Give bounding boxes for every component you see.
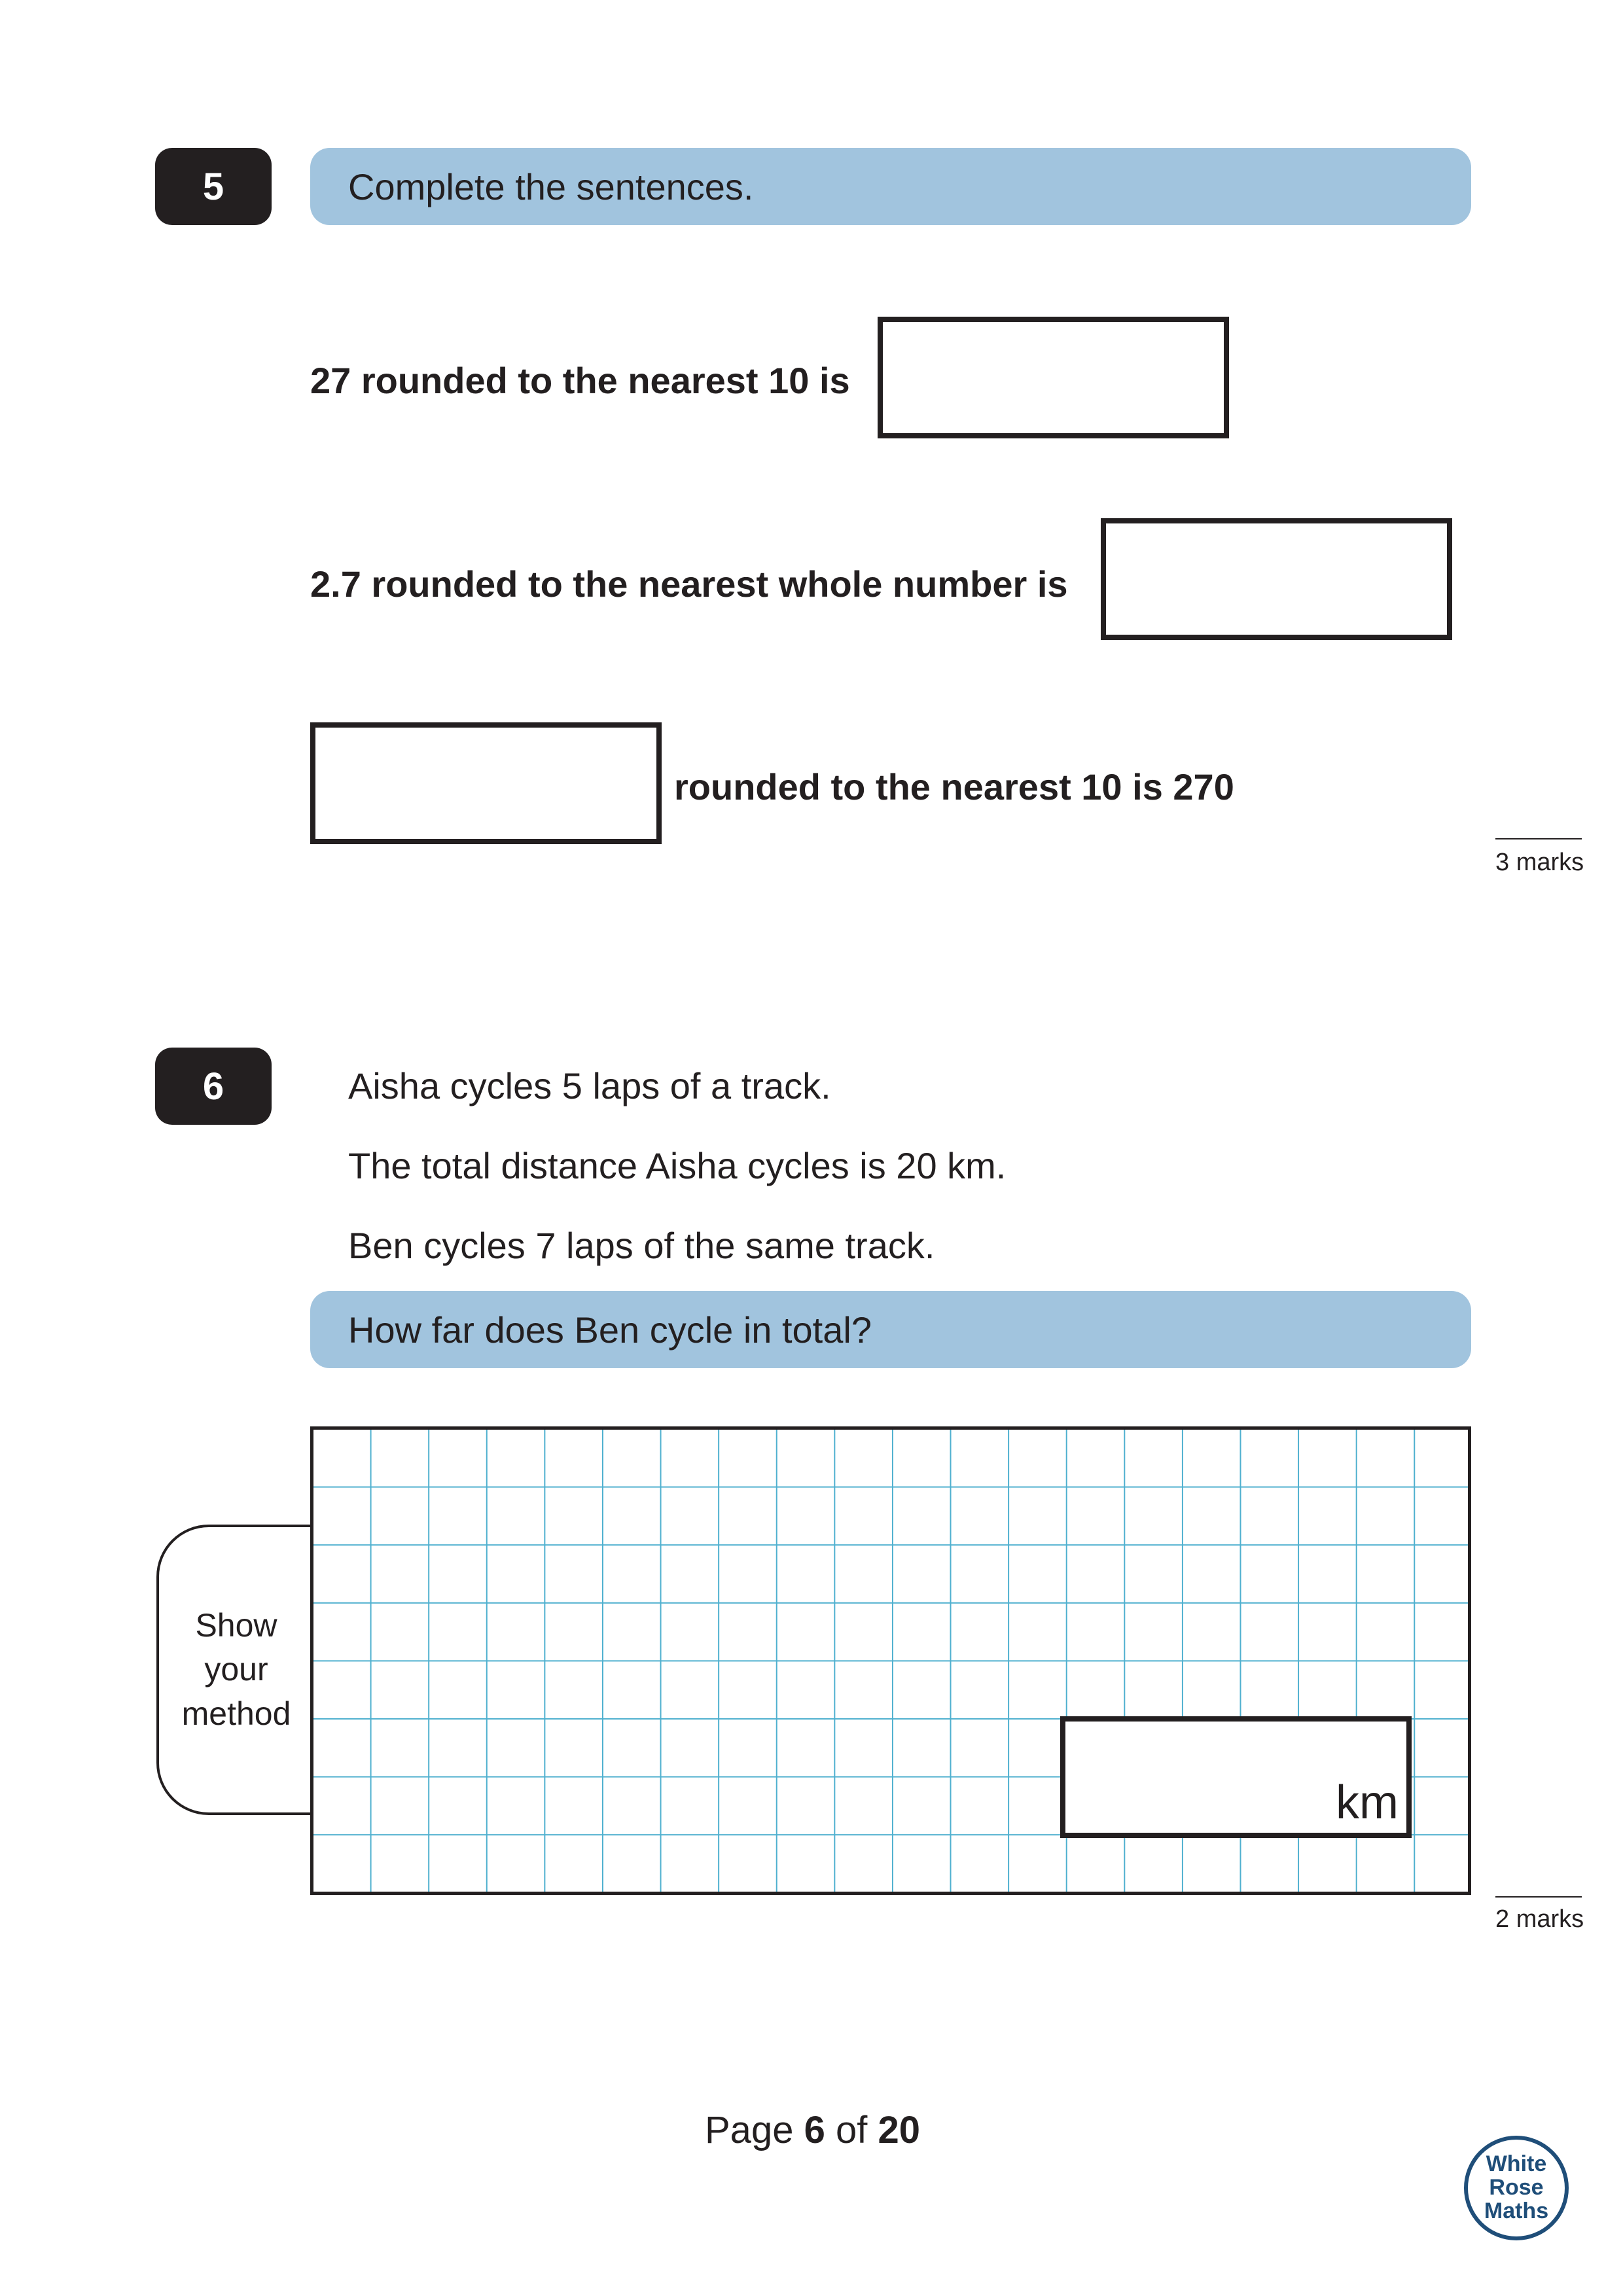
method-label-line-2: your: [204, 1651, 268, 1688]
method-label-line-1: Show: [195, 1606, 277, 1644]
page-current: 6: [804, 2109, 825, 2151]
logo-line-1: White: [1486, 2151, 1547, 2177]
q6-marks-rule: [1495, 1896, 1582, 1898]
q6-unit-label: km: [1336, 1776, 1399, 1829]
q5-marks: 3 marks: [1495, 849, 1584, 876]
question-5-number: 5: [155, 148, 272, 225]
q5-marks-rule: [1495, 838, 1582, 839]
q6-marks: 2 marks: [1495, 1905, 1584, 1933]
q5-answer-box-3[interactable]: [310, 722, 662, 844]
q6-text-2: The total distance Aisha cycles is 20 km.: [348, 1145, 1007, 1186]
page-prefix: Page: [705, 2109, 794, 2151]
q6-answer-box[interactable]: [1060, 1716, 1412, 1838]
show-your-method-label: [156, 1525, 313, 1815]
question-5-instruction: Complete the sentences.: [310, 148, 1471, 225]
white-rose-maths-logo: [1464, 2136, 1569, 2240]
logo-line-3: Maths: [1484, 2198, 1549, 2223]
q5-answer-box-2[interactable]: [1101, 518, 1452, 640]
page-total: 20: [878, 2109, 920, 2151]
q5-sentence-1: 27 rounded to the nearest 10 is: [310, 360, 850, 401]
q5-answer-box-1[interactable]: [878, 317, 1229, 438]
q5-sentence-3: rounded to the nearest 10 is 270: [674, 766, 1234, 807]
question-6-question: How far does Ben cycle in total?: [310, 1291, 1471, 1368]
q5-sentence-2: 2.7 rounded to the nearest whole number is: [310, 563, 1068, 605]
page-of: of: [835, 2109, 868, 2151]
method-label-line-3: method: [181, 1695, 291, 1732]
q6-text-3: Ben cycles 7 laps of the same track.: [348, 1225, 935, 1266]
logo-line-2: Rose: [1489, 2175, 1544, 2200]
page-indicator: [705, 2108, 920, 2152]
q6-text-1: Aisha cycles 5 laps of a track.: [348, 1065, 831, 1106]
question-6-number: 6: [155, 1048, 272, 1125]
